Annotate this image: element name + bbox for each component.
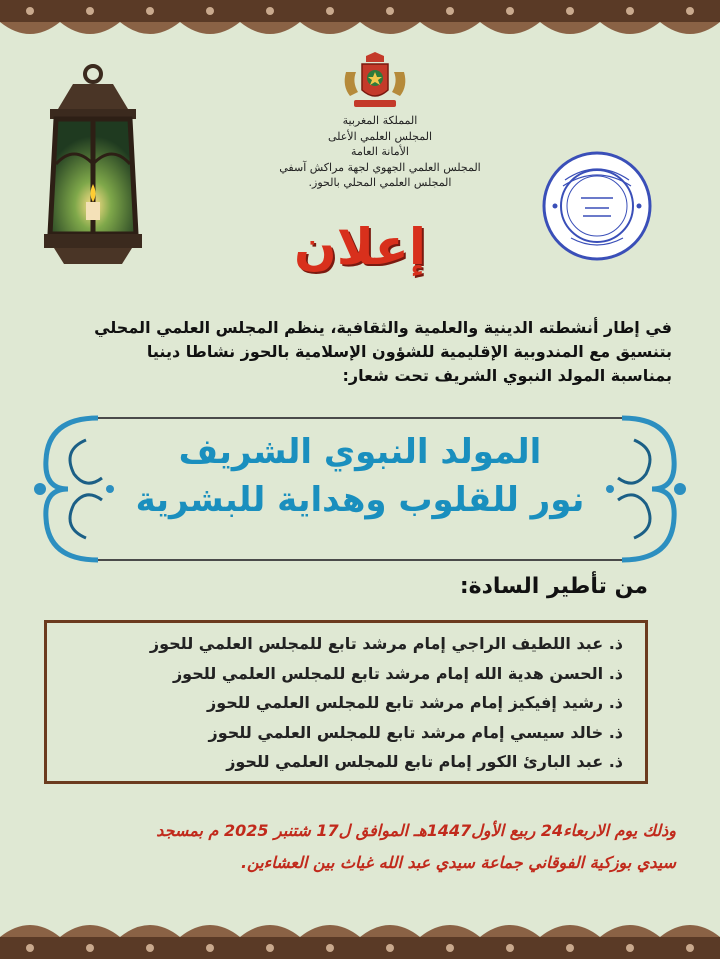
slogan-line-1: المولد النبوي الشريف (178, 432, 542, 472)
list-item: ذ. خالد سيسي إمام مرشد تابع للمجلس العلمي للحوز (208, 722, 623, 742)
list-item: ذ. عبد اللطيف الراجي إمام مرشد تابع للمجلس العلمي للحوز (149, 634, 623, 653)
event-date-location (36, 815, 676, 879)
list-item: ذ. رشيد إفيكيز إمام مرشد تابع للمجلس العلمي للحوز (207, 693, 623, 712)
announcement-title: إعلان (294, 218, 426, 276)
header-line: المملكة المغربية (342, 114, 418, 127)
list-item: ذ. عبد البارئ الكور إمام تابع للمجلس العلمي للحوز (226, 752, 623, 771)
official-stamp (541, 150, 653, 262)
slogan (110, 428, 610, 524)
header-line: المجلس العلمي الجهوي لجهة مراكش آسفي (279, 160, 481, 174)
list-item: ذ. الحسن هدية الله إمام مرشد تابع للمجلس العلمي للحوز (172, 663, 623, 683)
footer-line: سيدي بوزكية الفوقاني جماعة سيدي عبد الله غياث بين العشاءين. (240, 853, 676, 872)
lecturers-list (44, 620, 648, 784)
bottom-border-ornament (0, 913, 720, 959)
top-border-ornament (0, 0, 720, 46)
slogan-line-2: نور للقلوب وهداية للبشرية (135, 480, 585, 520)
intro-line: بمناسبة المولد النبوي الشريف تحت شعار: (342, 366, 672, 385)
intro-line: في إطار أنشطته الدينية والعلمية والثقافية، ينظم المجلس العلمي المحلي (94, 318, 672, 337)
coat-of-arms-emblem (340, 52, 410, 112)
lantern-illustration (18, 64, 168, 274)
header-line: الأمانة العامة (351, 145, 409, 158)
header-line: المجلس العلمي المحلي بالحوز. (308, 176, 452, 189)
intro-line: بتنسيق مع المندوبية الإقليمية للشؤون الإسلامية بالحوز نشاطا دينيا (146, 342, 672, 361)
institution-header (230, 113, 530, 191)
footer-line: وذلك يوم الاربعاء24 ربيع الأول1447هـ الموافق ل17 شتنبر 2025 م بمسجد (156, 821, 676, 840)
header-line: المجلس العلمي الأعلى (327, 129, 433, 143)
supervision-heading: من تأطير السادة: (459, 574, 648, 599)
intro-paragraph (32, 316, 672, 388)
